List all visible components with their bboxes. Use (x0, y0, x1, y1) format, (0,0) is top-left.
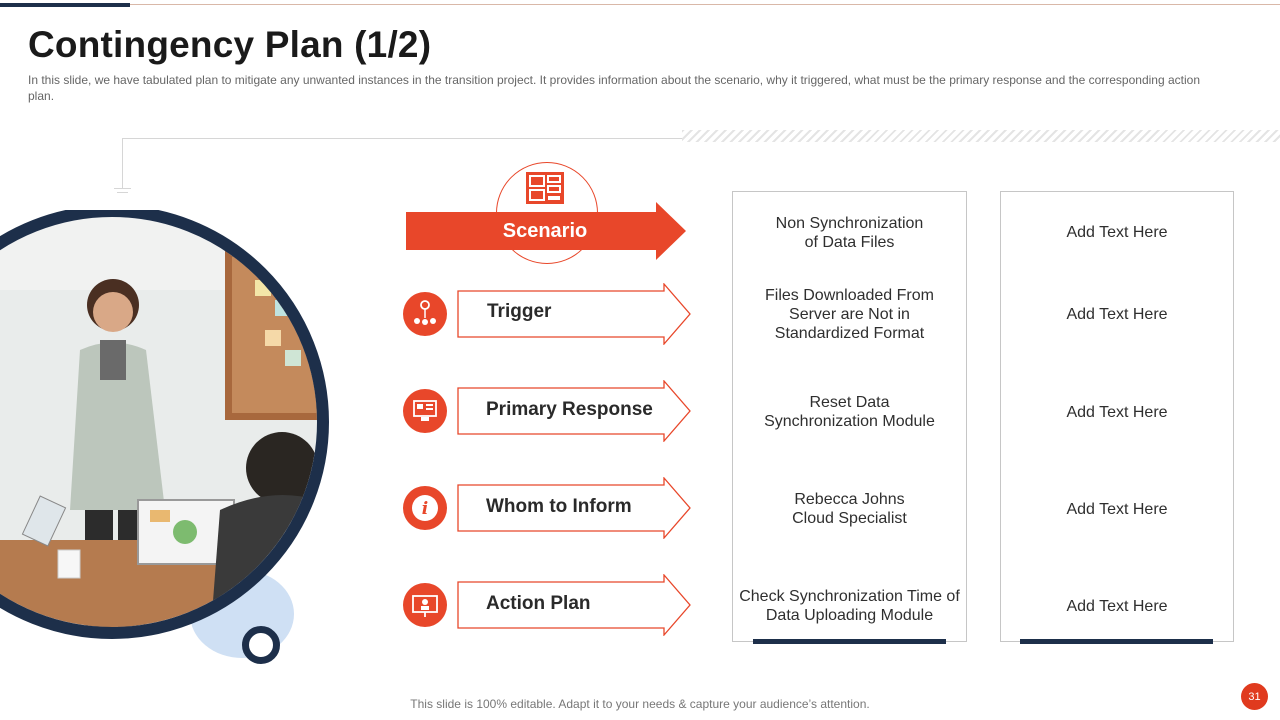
connector-drop (122, 138, 123, 188)
cell-action-plan-notes: Add Text Here (1066, 597, 1168, 615)
notes-column-bar (1020, 639, 1213, 644)
cell-primary-response-notes: Add Text Here (1066, 403, 1168, 421)
cell-whom-to-inform-details: Rebecca Johns Cloud Specialist (792, 491, 907, 527)
details-column-bar (753, 639, 946, 644)
cell-trigger-notes: Add Text Here (1066, 305, 1168, 323)
row-label-trigger: Trigger (487, 301, 552, 322)
hatch-decoration (682, 130, 1280, 142)
cell-scenario-notes: Add Text Here (1066, 223, 1168, 241)
connector-tick (117, 192, 128, 193)
cell-scenario-details: Non Synchronization of Data Files (775, 215, 924, 251)
computer-dashboard-icon (402, 388, 448, 434)
top-rule (0, 4, 1280, 5)
row-label-whom-to-inform: Whom to Inform (486, 496, 632, 517)
cell-trigger-details: Files Downloaded From Server are Not in Standardized Format (765, 286, 934, 342)
info-icon (402, 485, 448, 531)
presentation-board-icon (402, 582, 448, 628)
svg-text:i: i (421, 499, 429, 519)
slide-title: Contingency Plan (1/2) (28, 24, 432, 65)
footer-note: This slide is 100% editable. Adapt it to your needs & capture your audience’s attention. (410, 697, 870, 711)
page-number-badge: 31 (1241, 683, 1268, 710)
network-people-icon (402, 291, 448, 337)
row-label-primary-response: Primary Response (486, 399, 653, 420)
row-label-action-plan: Action Plan (486, 593, 591, 614)
top-accent-bar (0, 3, 130, 7)
meeting-photo (0, 210, 340, 640)
slide-subtitle: In this slide, we have tabulated plan to mitigate any unwanted instances in the transition project. It provides information about the scenario, why it triggered, what must be the primary response and the corresponding action plan. (28, 73, 1200, 103)
ring-decoration (242, 626, 280, 664)
connector-tick (114, 188, 131, 189)
cell-action-plan-details: Check Synchronization Time of Data Uploading Module (739, 588, 960, 624)
connector-line (122, 138, 682, 139)
cell-whom-to-inform-notes: Add Text Here (1066, 500, 1168, 518)
scenario-label: Scenario (502, 220, 588, 242)
cell-primary-response-details: Reset Data Synchronization Module (764, 394, 935, 430)
